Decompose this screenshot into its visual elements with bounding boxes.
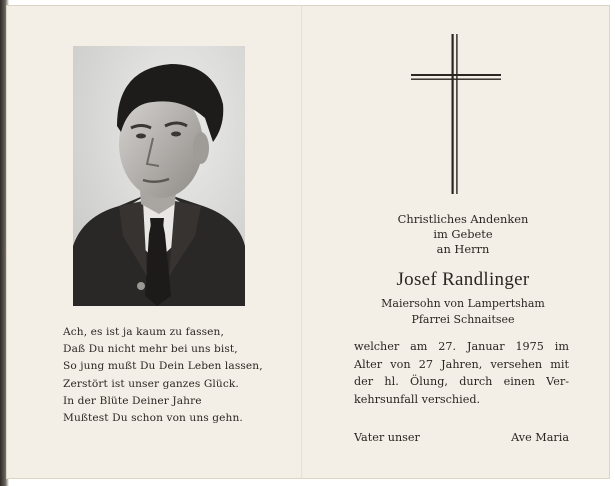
poem-line: In der Blüte Deiner Jahre xyxy=(63,394,202,407)
notice-line: welcher am 27. Januar 1975 im xyxy=(354,340,569,353)
memorial-poem xyxy=(63,324,293,427)
memorial-card xyxy=(7,6,609,478)
poem-line: Zerstört ist unser ganzes Glück. xyxy=(63,377,239,390)
prayer-line xyxy=(354,430,569,446)
poem-line: So jung mußt Du Dein Leben lassen, xyxy=(63,360,263,373)
portrait-photo xyxy=(73,46,245,306)
notice-line: Alter von 27 Jahren, versehen mit xyxy=(354,357,569,371)
notice-line: der hl. Ölung, durch einen Ver- xyxy=(354,375,569,389)
deceased-name: Josef Randlinger xyxy=(396,269,530,290)
latin-cross-icon xyxy=(411,34,501,194)
poem-line: Daß Du nicht mehr bei uns bist, xyxy=(63,343,238,356)
prayer-ave-maria: Ave Maria xyxy=(511,431,569,444)
notice-line: kehrsunfall verschied. xyxy=(354,392,481,406)
origin-line: Pfarrei Schnaitsee xyxy=(411,313,515,326)
intro-line: an Herrn xyxy=(436,242,490,256)
origin-line: Maiersohn von Lampertsham xyxy=(381,297,545,310)
poem-line: Ach, es ist ja kaum zu fassen, xyxy=(63,326,224,338)
intro-line: im Gebete xyxy=(433,227,493,241)
prayer-vater-unser: Vater unser xyxy=(354,431,420,444)
memorial-intro xyxy=(363,212,563,257)
left-panel xyxy=(7,6,301,478)
right-panel xyxy=(303,6,609,478)
poem-line: Mußtest Du schon von uns gehn. xyxy=(63,412,243,425)
deceased-origin xyxy=(359,296,567,328)
portrait-illustration xyxy=(73,46,245,306)
death-notice-text xyxy=(354,338,569,408)
intro-line: Christliches Andenken xyxy=(397,212,529,226)
